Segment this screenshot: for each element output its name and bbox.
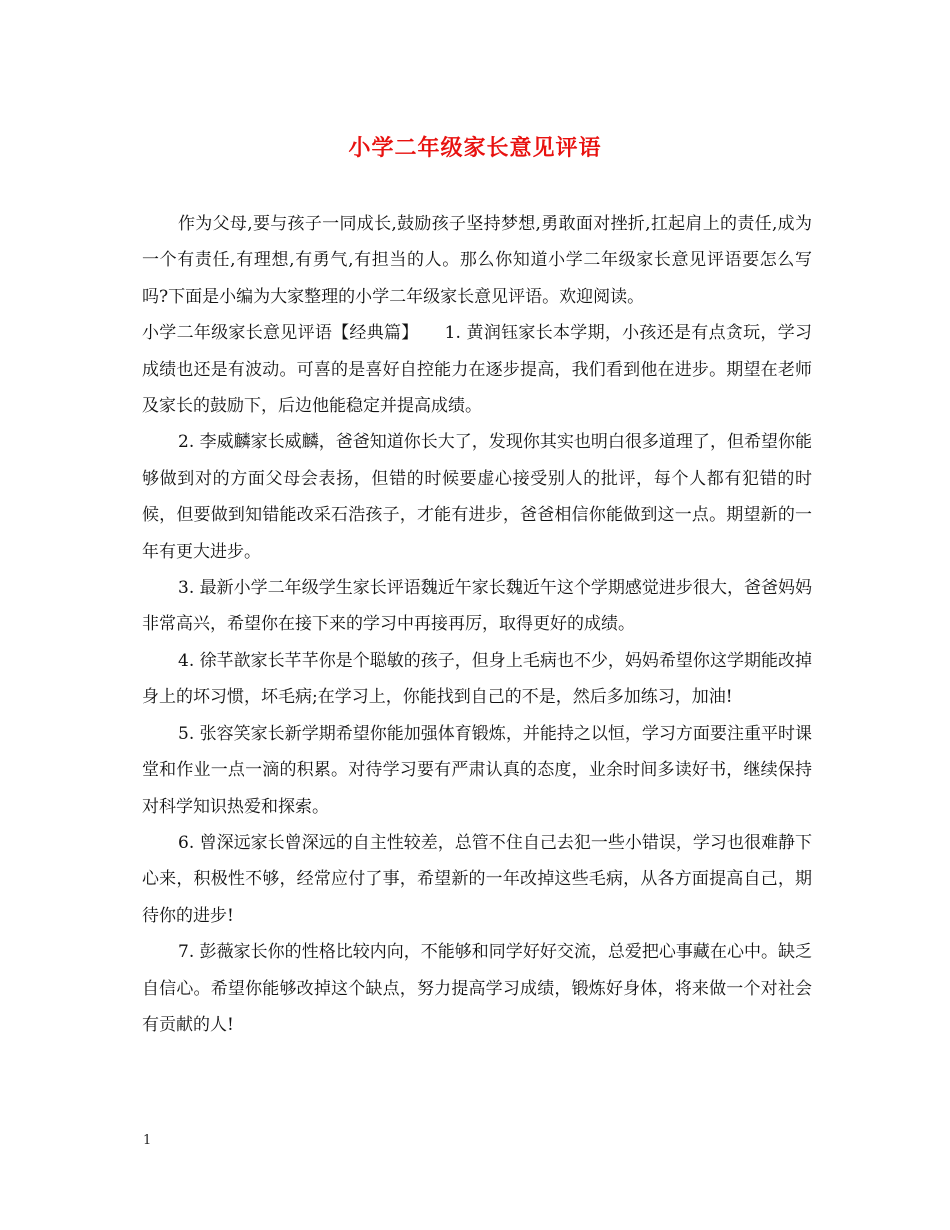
paragraph-comment-5: 5. 张容笑家长新学期希望你能加强体育锻炼，并能持之以恒，学习方面要注重平时课堂和作业一点一滴的积累。对待学习要有严肃认真的态度，业余时间多读好书，继续保持对科学知识热爱和探索。 bbox=[142, 723, 812, 817]
paragraph-intro: 作为父母,要与孩子一同成长,鼓励孩子坚持梦想,勇敢面对挫折,扛起肩上的责任,成为一个有责任,有理想,有勇气,有担当的人。那么你知道小学二年级家长意见评语要怎么写吗?下面是小编为大家整理的小学二年级家长意见评语。欢迎阅读。 bbox=[142, 214, 812, 307]
page-number: 1 bbox=[143, 1133, 152, 1148]
paragraph-comment-2: 2. 李威麟家长威麟，爸爸知道你长大了，发现你其实也明白很多道理了，但希望你能够做到对的方面父母会表扬，但错的时候要虚心接受别人的批评，每个人都有犯错的时候，但要做到知错能改采石浩孩子，才能有进步，爸爸相信你能做到这一点。期望新的一年有更大进步。 bbox=[142, 432, 812, 562]
document-title: 小学二年级家长意见评语 bbox=[348, 135, 602, 161]
document-body bbox=[142, 206, 812, 1043]
paragraph-section-heading: 小学二年级家长意见评语【经典篇】 1. 黄润钰家长本学期，小孩还是有点贪玩，学习成绩也还是有波动。可喜的是喜好自控能力在逐步提高，我们看到他在进步。期望在老师及家长的鼓励下，后边他能稳定并提高成绩。 bbox=[142, 323, 812, 417]
paragraph-comment-3: 3. 最新小学二年级学生家长评语魏近午家长魏近午这个学期感觉进步很大，爸爸妈妈非常高兴，希望你在接下来的学习中再接再厉，取得更好的成绩。 bbox=[142, 578, 812, 635]
paragraph-comment-4: 4. 徐芊歆家长芊芊你是个聪敏的孩子，但身上毛病也不少，妈妈希望你这学期能改掉身上的坏习惯，坏毛病;在学习上，你能找到自己的不是，然后多加练习，加油! bbox=[142, 650, 812, 708]
paragraph-comment-6: 6. 曾深远家长曾深远的自主性较差，总管不住自己去犯一些小错误，学习也很难静下心来，积极性不够，经常应付了事，希望新的一年改掉这些毛病，从各方面提高自己，期待你的进步! bbox=[142, 832, 812, 926]
paragraph-comment-7: 7. 彭薇家长你的性格比较内向，不能够和同学好好交流，总爱把心事藏在心中。缺乏自信心。希望你能够改掉这个缺点，努力提高学习成绩，锻炼好身体，将来做一个对社会有贡献的人! bbox=[142, 942, 812, 1035]
